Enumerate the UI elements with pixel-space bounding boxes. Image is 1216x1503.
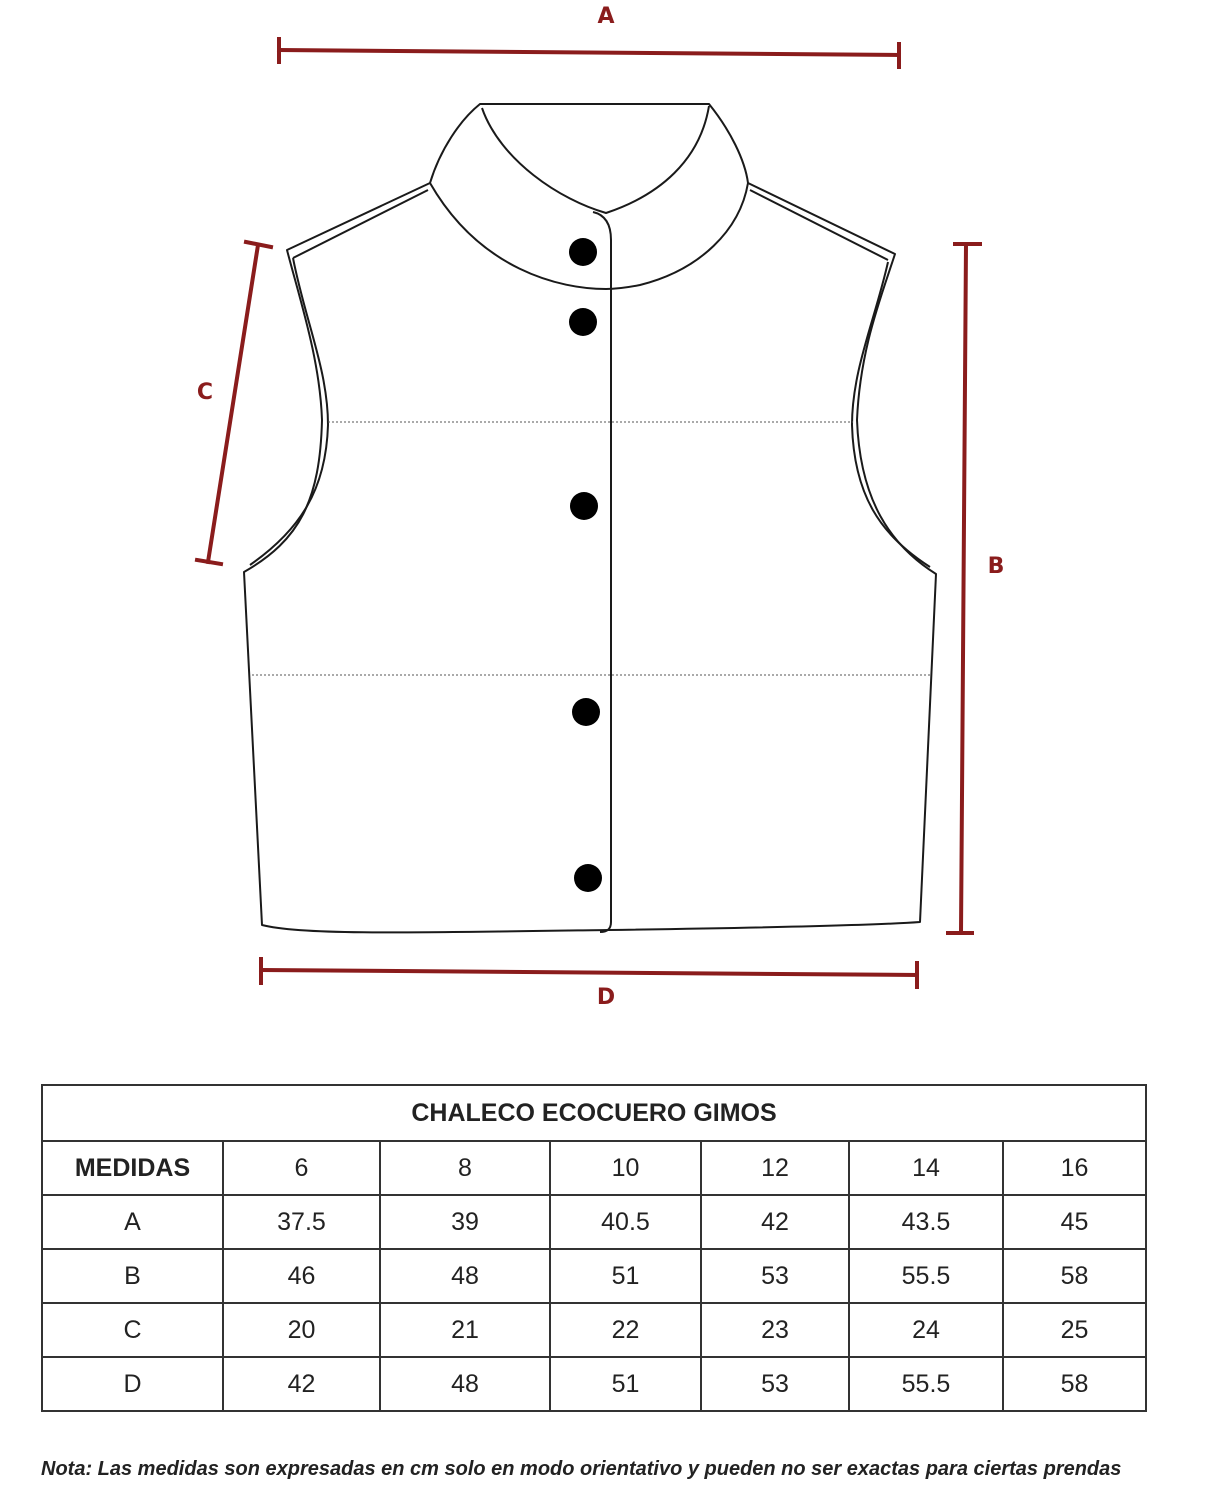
size-header: 10 [550,1141,701,1195]
table-cell: 23 [701,1303,849,1357]
table-cell: 24 [849,1303,1003,1357]
table-row [42,1249,1146,1303]
size-header: 8 [380,1141,550,1195]
size-header: 16 [1003,1141,1146,1195]
table-cell: 21 [380,1303,550,1357]
size-header: 14 [849,1141,1003,1195]
table-cell: 45 [1003,1195,1146,1249]
size-header: 6 [223,1141,380,1195]
table-cell: 37.5 [223,1195,380,1249]
table-header-row [42,1141,1146,1195]
dimension-a [279,39,899,67]
table-cell: 40.5 [550,1195,701,1249]
table-title-row [42,1085,1146,1141]
header-label: MEDIDAS [42,1141,223,1195]
button [572,698,600,726]
size-header: 12 [701,1141,849,1195]
button [569,308,597,336]
table-row [42,1303,1146,1357]
table-cell: 58 [1003,1357,1146,1411]
size-table [41,1084,1147,1412]
table-cell: 22 [550,1303,701,1357]
table-cell: 51 [550,1357,701,1411]
dimension-label-a: A [597,4,615,29]
table-cell: 25 [1003,1303,1146,1357]
table-cell: 51 [550,1249,701,1303]
dimension-label-c: C [196,380,214,405]
row-label: C [42,1303,223,1357]
table-cell: 46 [223,1249,380,1303]
dimension-label-b: B [987,554,1005,579]
button [570,492,598,520]
table-cell: 55.5 [849,1357,1003,1411]
table-row [42,1357,1146,1411]
button [574,864,602,892]
dimension-d [261,959,917,987]
row-label: D [42,1357,223,1411]
table-cell: 48 [380,1357,550,1411]
table-title: CHALECO ECOCUERO GIMOS [42,1085,1146,1141]
row-label: A [42,1195,223,1249]
table-cell: 43.5 [849,1195,1003,1249]
table-cell: 58 [1003,1249,1146,1303]
button [569,238,597,266]
dimension-b [948,244,980,933]
table-cell: 53 [701,1357,849,1411]
measurement-note: Nota: Las medidas son expresadas en cm solo en modo orientativo y pueden no ser exactas para ciertas prendas [41,1458,1122,1480]
table-cell: 53 [701,1249,849,1303]
table-cell: 42 [223,1357,380,1411]
table-cell: 48 [380,1249,550,1303]
table-cell: 42 [701,1195,849,1249]
table-cell: 55.5 [849,1249,1003,1303]
table-cell: 39 [380,1195,550,1249]
dimension-label-d: D [596,985,616,1010]
table-cell: 20 [223,1303,380,1357]
row-label: B [42,1249,223,1303]
table-row [42,1195,1146,1249]
vest-body [244,183,936,932]
